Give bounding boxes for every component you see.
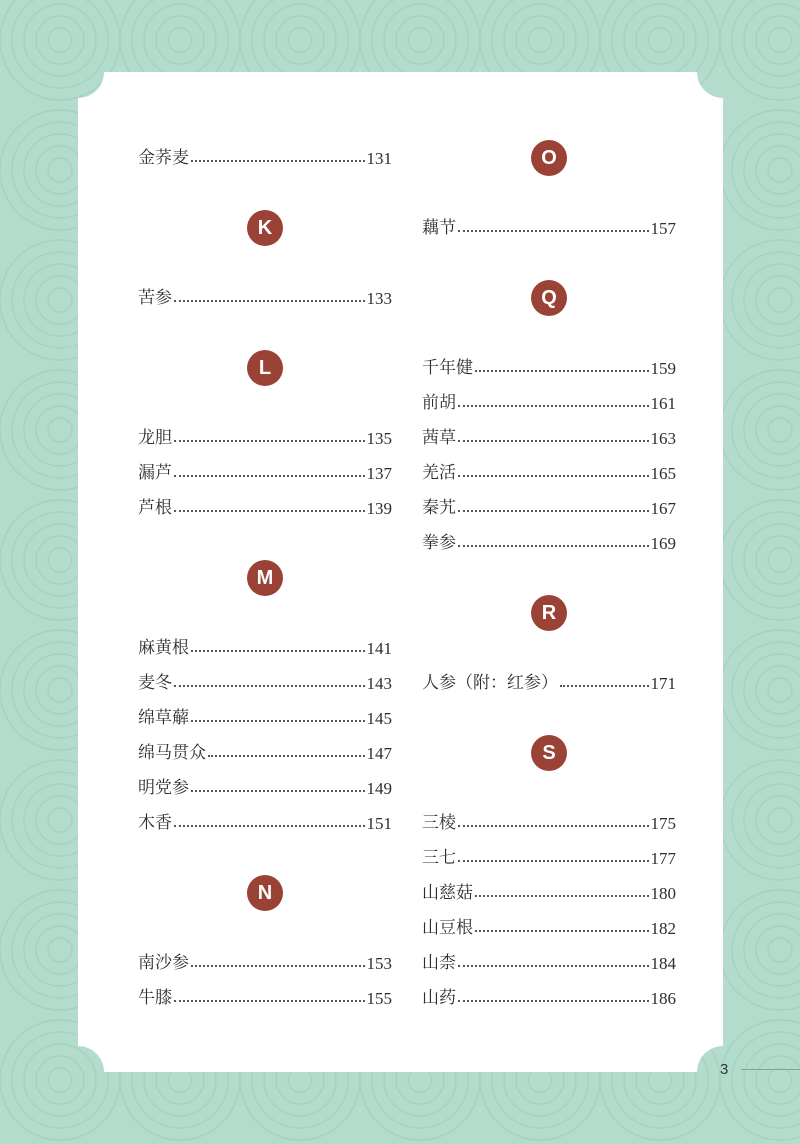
- entry-page-number: 147: [366, 743, 392, 763]
- index-entry[interactable]: [422, 951, 676, 975]
- dot-leader: [458, 860, 649, 862]
- entry-name: 金荞麦: [138, 147, 189, 168]
- entry-page-number: 182: [650, 918, 676, 938]
- index-entry[interactable]: [422, 356, 676, 380]
- entry-name: 前胡: [422, 392, 456, 413]
- entry-name: 藕节: [422, 217, 456, 238]
- index-entry[interactable]: [422, 881, 676, 905]
- entry-name: 拳参: [422, 532, 456, 553]
- entry-name: 苦参: [138, 287, 172, 308]
- entry-name: 山豆根: [422, 917, 473, 938]
- index-entry[interactable]: [422, 811, 676, 835]
- dot-leader: [458, 825, 649, 827]
- entry-page-number: 143: [366, 673, 392, 693]
- entry-page-number: 149: [366, 778, 392, 798]
- index-entry[interactable]: [138, 986, 392, 1010]
- index-entry[interactable]: [138, 286, 392, 310]
- entry-name: 麻黄根: [138, 637, 189, 658]
- section-letter-k: K: [247, 210, 283, 246]
- index-entry[interactable]: [422, 986, 676, 1010]
- entry-page-number: 145: [366, 708, 392, 728]
- entry-page-number: 139: [366, 498, 392, 518]
- entry-page-number: 153: [366, 953, 392, 973]
- entry-name: 麦冬: [138, 672, 172, 693]
- entry-name: 木香: [138, 812, 172, 833]
- dot-leader: [191, 720, 365, 722]
- dot-leader: [458, 510, 649, 512]
- entry-page-number: 159: [650, 358, 676, 378]
- index-entry[interactable]: [138, 951, 392, 975]
- index-entry[interactable]: [138, 146, 392, 170]
- entry-name: 羌活: [422, 462, 456, 483]
- page-number: 3: [720, 1061, 729, 1078]
- dot-leader: [458, 440, 649, 442]
- entry-page-number: 151: [366, 813, 392, 833]
- index-entry[interactable]: [422, 846, 676, 870]
- dot-leader: [458, 405, 649, 407]
- index-entry[interactable]: [138, 636, 392, 660]
- dot-leader: [208, 755, 365, 757]
- dot-leader: [174, 825, 365, 827]
- index-entry[interactable]: [422, 671, 676, 695]
- section-letter-l: L: [247, 350, 283, 386]
- dot-leader: [458, 545, 649, 547]
- dot-leader: [458, 230, 649, 232]
- entry-page-number: 163: [650, 428, 676, 448]
- index-entry[interactable]: [422, 426, 676, 450]
- index-entry[interactable]: [138, 496, 392, 520]
- index-entry[interactable]: [422, 391, 676, 415]
- entry-page-number: 131: [366, 148, 392, 168]
- entry-name: 明党参: [138, 777, 189, 798]
- entry-name: 绵马贯众: [138, 742, 206, 763]
- entry-name: 人参（附：红参）: [422, 672, 558, 693]
- entry-name: 三棱: [422, 812, 456, 833]
- dot-leader: [458, 965, 649, 967]
- section-letter-m: M: [247, 560, 283, 596]
- entry-page-number: 141: [366, 638, 392, 658]
- index-entry[interactable]: [138, 776, 392, 800]
- entry-page-number: 137: [366, 463, 392, 483]
- entry-page-number: 175: [650, 813, 676, 833]
- entry-name: 芦根: [138, 497, 172, 518]
- dot-leader: [475, 930, 649, 932]
- entry-name: 茜草: [422, 427, 456, 448]
- index-entry[interactable]: [138, 426, 392, 450]
- entry-page-number: 157: [650, 218, 676, 238]
- section-letter-o: O: [531, 140, 567, 176]
- dot-leader: [191, 965, 365, 967]
- entry-name: 龙胆: [138, 427, 172, 448]
- dot-leader: [191, 790, 365, 792]
- entry-name: 牛膝: [138, 987, 172, 1008]
- index-entry[interactable]: [138, 706, 392, 730]
- index-entry[interactable]: [138, 461, 392, 485]
- index-entry[interactable]: [422, 916, 676, 940]
- entry-name: 南沙参: [138, 952, 189, 973]
- entry-name: 山柰: [422, 952, 456, 973]
- entry-name: 秦艽: [422, 497, 456, 518]
- entry-name: 绵草薢: [138, 707, 189, 728]
- page-number-rule: [741, 1069, 800, 1070]
- entry-page-number: 180: [650, 883, 676, 903]
- entry-page-number: 184: [650, 953, 676, 973]
- dot-leader: [560, 685, 649, 687]
- entry-page-number: 177: [650, 848, 676, 868]
- entry-name: 山慈菇: [422, 882, 473, 903]
- entry-name: 山药: [422, 987, 456, 1008]
- entry-page-number: 186: [650, 988, 676, 1008]
- index-entry[interactable]: [138, 671, 392, 695]
- entry-page-number: 171: [650, 673, 676, 693]
- entry-page-number: 155: [366, 988, 392, 1008]
- section-letter-q: Q: [531, 280, 567, 316]
- dot-leader: [174, 300, 365, 302]
- dot-leader: [174, 475, 365, 477]
- index-entry[interactable]: [422, 216, 676, 240]
- entry-name: 三七: [422, 847, 456, 868]
- section-letter-s: S: [531, 735, 567, 771]
- dot-leader: [174, 510, 365, 512]
- entry-name: 漏芦: [138, 462, 172, 483]
- dot-leader: [458, 1000, 649, 1002]
- dot-leader: [475, 370, 649, 372]
- index-entry[interactable]: [138, 741, 392, 765]
- index-entry[interactable]: [138, 811, 392, 835]
- entry-page-number: 161: [650, 393, 676, 413]
- section-letter-r: R: [531, 595, 567, 631]
- dot-leader: [458, 475, 649, 477]
- entry-page-number: 169: [650, 533, 676, 553]
- section-letter-n: N: [247, 875, 283, 911]
- entry-page-number: 135: [366, 428, 392, 448]
- dot-leader: [191, 160, 365, 162]
- index-entry[interactable]: [422, 531, 676, 555]
- entry-page-number: 133: [366, 288, 392, 308]
- entry-name: 千年健: [422, 357, 473, 378]
- dot-leader: [191, 650, 365, 652]
- dot-leader: [475, 895, 649, 897]
- dot-leader: [174, 1000, 365, 1002]
- index-entry[interactable]: [422, 461, 676, 485]
- entry-page-number: 165: [650, 463, 676, 483]
- dot-leader: [174, 440, 365, 442]
- dot-leader: [174, 685, 365, 687]
- index-entry[interactable]: [422, 496, 676, 520]
- entry-page-number: 167: [650, 498, 676, 518]
